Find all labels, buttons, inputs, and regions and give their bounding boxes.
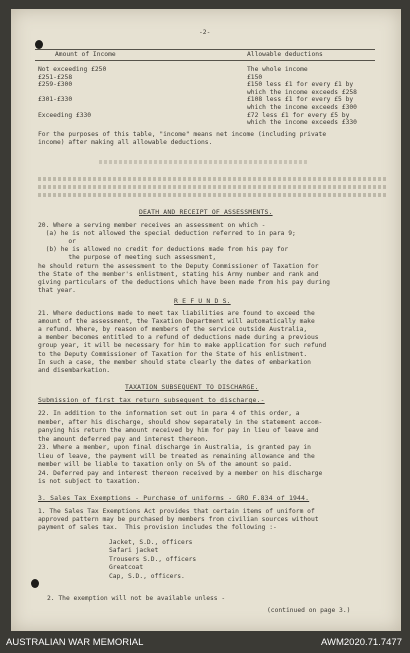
section-subheading: Submission of first tax return subsequent to discharge.-: [38, 396, 265, 404]
section-line: 24. Deferred pay and interest thereon received by a member on his discharge: [38, 469, 323, 477]
section-line: In such a case, the member should state clearly the dates of embarkation: [38, 358, 311, 366]
section-line: 22. In addition to the information set out in para 4 of this order, a: [38, 410, 300, 417]
table-cell-deduction: £150 less £1 for every £1 by: [247, 81, 354, 89]
section-heading: R E F U N D S.: [174, 297, 231, 305]
table-cell-deduction: £150: [247, 73, 263, 81]
punch-hole: [31, 579, 39, 588]
table-cell-deduction: The whole income: [247, 66, 308, 73]
table-header-deductions: Allowable deductions: [247, 51, 323, 58]
section-line: group year, it will be necessary for him to make application for such refund: [38, 342, 327, 350]
table-header-rule: [35, 60, 375, 61]
section-line: 1. The Sales Tax Exemptions Act provides that certain items of uniform of: [38, 508, 315, 515]
section-heading: TAXATION SUBSEQUENT TO DISCHARGE.: [125, 383, 259, 391]
section-line: a member becomes entitled to a refund of deductions made during a previous: [38, 334, 319, 342]
section-line: to the Deputy Commissioner of Taxation for the State of his enlistment.: [38, 350, 308, 358]
section-line: a refund. Where, by reason of members of the service outside Australia,: [38, 326, 308, 334]
table-top-rule: [35, 49, 375, 50]
table-cell-deduction: which the income exceeds £258: [247, 88, 357, 96]
table-cell-income: £301-£330: [38, 96, 73, 104]
illegible-text: [38, 185, 386, 189]
section-line: that year.: [38, 286, 76, 294]
uniform-item: Greatcoat: [109, 564, 144, 572]
section-line: 21. Where deductions made to meet tax liabilities are found to exceed the: [38, 310, 315, 317]
section-line: member will be liable to taxation only on 5% of the amount so paid.: [38, 461, 293, 468]
footer-institution: AUSTRALIAN WAR MEMORIAL: [6, 637, 144, 648]
section-line: member, after his discharge, should show separately in the statement accom-: [38, 418, 323, 426]
illegible-text: [38, 193, 386, 197]
footer-accession: AWM2020.71.7477: [321, 637, 402, 648]
table-cell-deduction: which the income exceeds £300: [247, 104, 357, 111]
section-line: amount of the assessment, the Taxation Department will automatically make: [38, 318, 315, 326]
section-line: giving particulars of the deductions which have been made from his pay during: [38, 278, 330, 286]
section-line: 23. Where a member, upon final discharge in Australia, is granted pay in: [38, 444, 311, 451]
section-line: is not subject to taxation.: [38, 478, 141, 485]
document-page: [11, 9, 401, 631]
uniform-item: Trousers S.D., officers: [109, 555, 197, 563]
table-cell-deduction: £108 less £1 for every £5 by: [247, 96, 354, 104]
section-line: approved pattern may be purchased by members from civilian sources without: [38, 516, 319, 523]
table-header-income: Amount of Income: [55, 51, 116, 58]
uniform-item: Cap, S.D., officers.: [109, 572, 185, 580]
table-note-line: For the purposes of this table, "income" means net income (including private: [38, 131, 327, 138]
section-line: the amount deferred pay and interest thereon.: [38, 435, 209, 443]
section-line: or: [38, 238, 76, 246]
table-cell-deduction: £72 less £1 for every £5 by: [247, 111, 350, 119]
punch-hole: [35, 40, 43, 49]
table-cell-income: Not exceeding £250: [38, 66, 107, 73]
section-line: panying his return the amount received by him for pay in lieu of leave and: [38, 427, 319, 434]
page-number: -2-: [199, 29, 211, 36]
table-cell-income: Exceeding £330: [38, 111, 92, 119]
table-note-line: income) after making all allowable deductions.: [38, 139, 213, 146]
section-line: payment of sales tax. This provision includes the following :-: [38, 524, 277, 531]
section-line: he should return the assessment to the Deputy Commissioner of Taxation for: [38, 262, 319, 270]
section-heading: 3. Sales Tax Exemptions - Purchase of uniforms - GRO F.834 of 1944.: [38, 494, 310, 502]
section-line: 20. Where a serving member receives an assessment on which -: [38, 222, 266, 229]
illegible-text: [99, 160, 309, 164]
section-line: the purpose of meeting such assessment,: [38, 254, 217, 262]
section-line: the State of the member's enlistment, stating his Army number and rank and: [38, 270, 319, 278]
section-line: (b) he is allowed no credit for deductions made from his pay for: [38, 246, 289, 254]
illegible-text: [38, 177, 386, 181]
section-line: 2. The exemption will not be available unless -: [47, 595, 226, 602]
table-cell-income: £251-£258: [38, 73, 73, 81]
table-cell-income: £259-£300: [38, 81, 73, 89]
section-line: and disembarkation.: [38, 366, 111, 374]
archive-footer: [0, 631, 410, 653]
section-line: (a) he is not allowed the special deduction referred to in para 9;: [38, 230, 296, 238]
uniform-item: Jacket, S.D., officers: [109, 539, 193, 546]
table-cell-deduction: which the income exceeds £330: [247, 119, 357, 127]
uniform-item: Safari jacket: [109, 547, 159, 555]
section-line: lieu of leave, the payment will be treated as remaining allowance and the: [38, 452, 315, 460]
continued-note: (continued on page 3.): [267, 607, 351, 614]
section-heading: DEATH AND RECEIPT OF ASSESSMENTS.: [139, 208, 273, 216]
